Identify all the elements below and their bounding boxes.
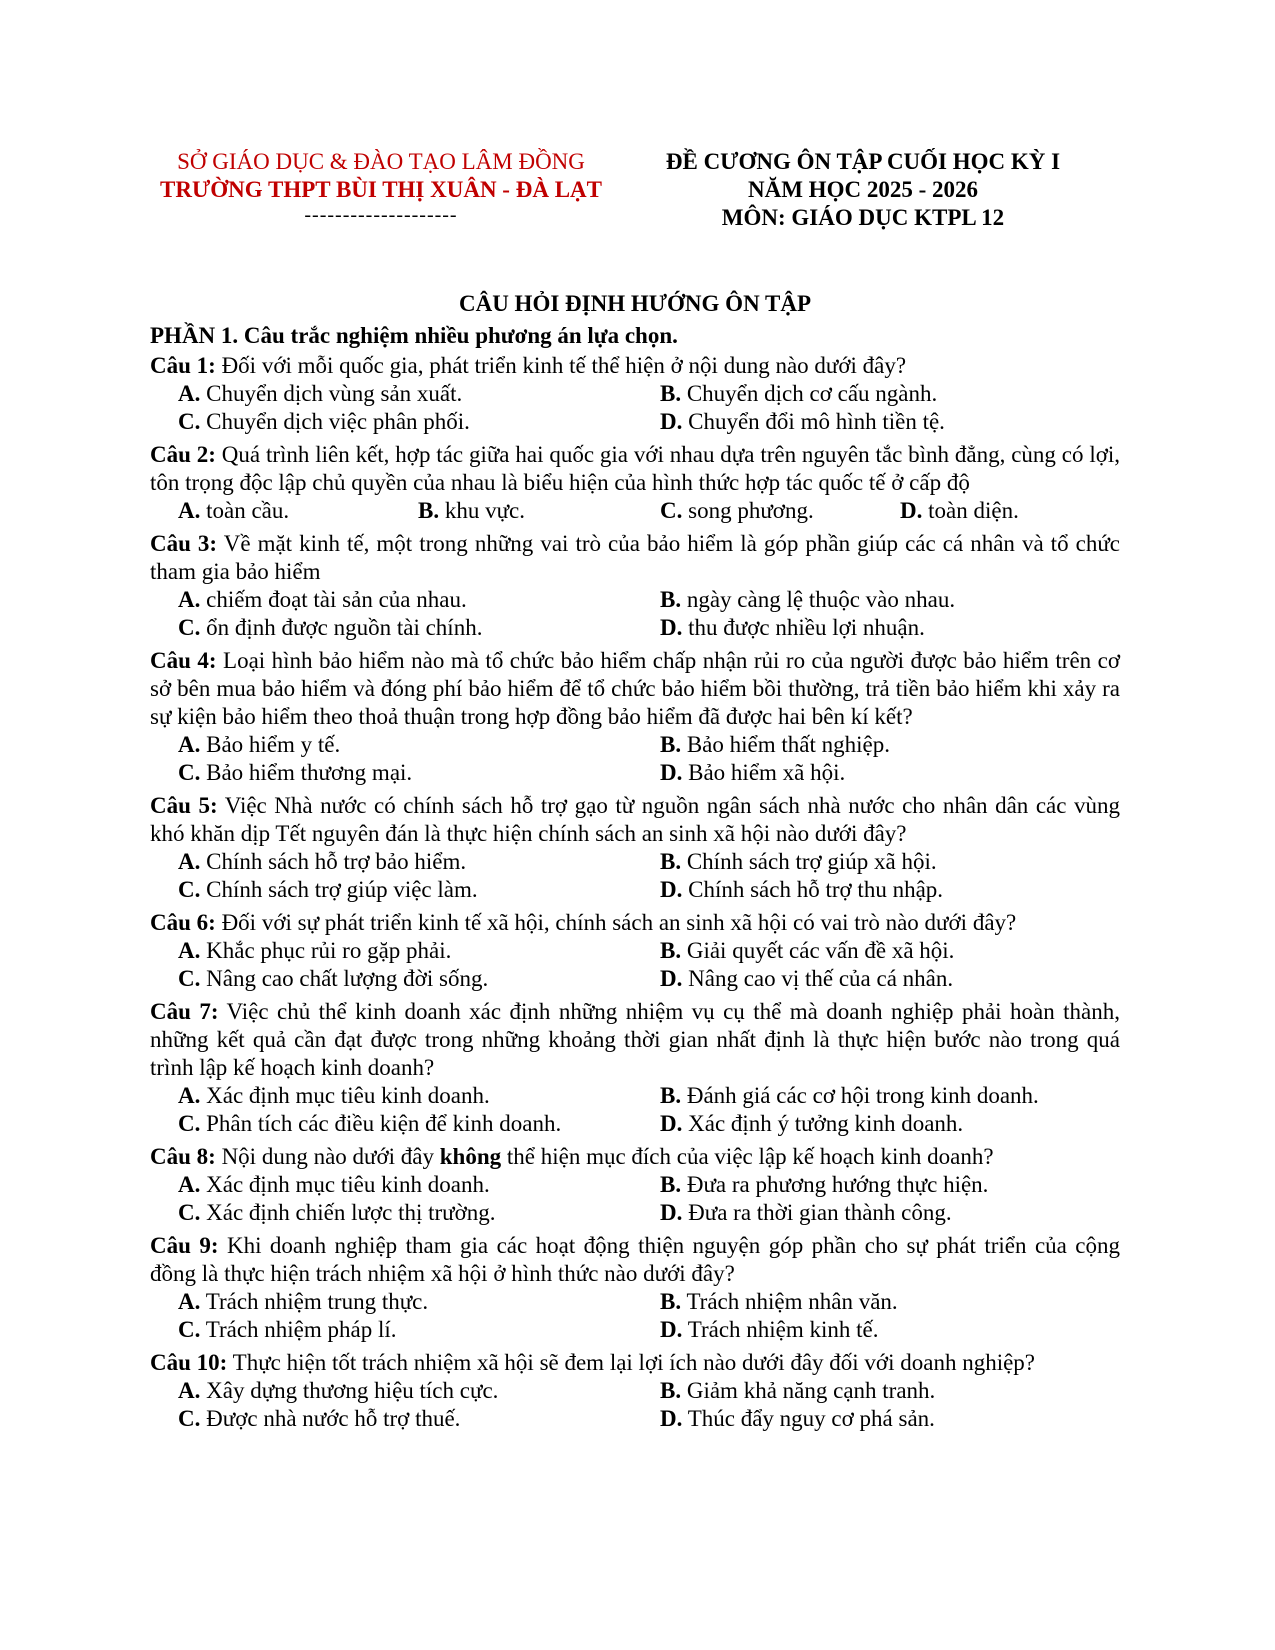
- answer-options: [150, 848, 1120, 904]
- option-key: C.: [178, 966, 201, 991]
- option-text: Giải quyết các vấn đề xã hội.: [686, 938, 955, 963]
- option-text: Xác định ý tưởng kinh doanh.: [688, 1111, 964, 1136]
- option-key: A.: [178, 732, 201, 757]
- option-text: toàn diện.: [928, 498, 1019, 523]
- question-label: Câu 7:: [150, 999, 219, 1024]
- option-c: [178, 965, 660, 993]
- option-key: C.: [660, 498, 683, 523]
- option-d: [900, 497, 1120, 525]
- question-stem: Đối với mỗi quốc gia, phát triển kinh tế thể hiện ở nội dung nào dưới đây?: [221, 353, 907, 378]
- question-label: Câu 8:: [150, 1144, 216, 1169]
- option-a: [178, 937, 660, 965]
- option-text: Trách nhiệm nhân văn.: [686, 1289, 898, 1314]
- option-text: thu được nhiều lợi nhuận.: [688, 615, 925, 640]
- option-b: [660, 586, 1148, 614]
- option-c: [178, 759, 660, 787]
- option-c: [178, 408, 660, 436]
- question-text: [150, 647, 1120, 731]
- option-key: A.: [178, 1083, 201, 1108]
- question-stem: Khi doanh nghiệp tham gia các hoạt động thiện nguyện góp phần cho sự phát triển của cộng đồng là thực hiện trách nhiệm xã hội ở hình thức nào dưới đây?: [150, 1233, 1121, 1286]
- question: [150, 530, 1120, 642]
- option-key: C.: [178, 1406, 201, 1431]
- option-text: Chuyển dịch cơ cấu ngành.: [686, 381, 938, 406]
- question: [150, 909, 1120, 993]
- option-text: Chính sách hỗ trợ thu nhập.: [688, 877, 944, 902]
- option-b: [660, 1082, 1148, 1110]
- option-b: [660, 848, 1148, 876]
- option-text: khu vực.: [444, 498, 526, 523]
- option-text: Đánh giá các cơ hội trong kinh doanh.: [686, 1083, 1039, 1108]
- option-key: B.: [660, 938, 682, 963]
- question-stem: Về mặt kinh tế, một trong những vai trò của bảo hiểm là góp phần giúp các cá nhân và tổ chức tham gia bảo hiểm: [150, 531, 1120, 584]
- document-body: [150, 290, 1120, 1438]
- option-key: B.: [660, 1083, 682, 1108]
- option-key: B.: [418, 498, 440, 523]
- option-key: D.: [660, 966, 683, 991]
- exam-title: ĐỀ CƯƠNG ÔN TẬP CUỐI HỌC KỲ I: [665, 149, 1061, 174]
- option-text: Xác định mục tiêu kinh doanh.: [206, 1083, 490, 1108]
- option-key: A.: [178, 587, 201, 612]
- option-a: [178, 1082, 660, 1110]
- option-a: [178, 731, 660, 759]
- option-key: A.: [178, 498, 201, 523]
- option-key: B.: [660, 849, 682, 874]
- option-text: Chính sách trợ giúp xã hội.: [686, 849, 937, 874]
- question-text: [150, 1232, 1120, 1288]
- option-key: B.: [660, 587, 682, 612]
- option-key: B.: [660, 1378, 682, 1403]
- question-label: Câu 2:: [150, 442, 216, 467]
- option-key: D.: [660, 1200, 683, 1225]
- option-text: Chuyển dịch việc phân phối.: [206, 409, 470, 434]
- option-d: [660, 1405, 1148, 1433]
- question-text: [150, 1349, 1120, 1377]
- option-key: D.: [660, 409, 683, 434]
- subject-name: MÔN: GIÁO DỤC KTPL 12: [721, 205, 1005, 230]
- question-label: Câu 6:: [150, 910, 216, 935]
- option-text: Bảo hiểm y tế.: [206, 732, 341, 757]
- question-text: [150, 1143, 1120, 1171]
- answer-options: [150, 731, 1120, 787]
- answer-options: [150, 937, 1120, 993]
- option-d: [660, 408, 1148, 436]
- option-key: D.: [900, 498, 923, 523]
- question-text: [150, 909, 1120, 937]
- question-label: Câu 3:: [150, 531, 218, 556]
- option-text: Thúc đẩy nguy cơ phá sản.: [687, 1406, 935, 1431]
- question-text: [150, 352, 1120, 380]
- question-stem: Đối với sự phát triển kinh tế xã hội, chính sách an sinh xã hội có vai trò nào dưới đây?: [221, 910, 1017, 935]
- option-key: C.: [178, 877, 201, 902]
- option-d: [660, 759, 1148, 787]
- school-year: NĂM HỌC 2025 - 2026: [748, 177, 978, 202]
- question: [150, 647, 1120, 787]
- option-text: Xác định chiến lược thị trường.: [206, 1200, 496, 1225]
- option-text: Bảo hiểm xã hội.: [688, 760, 846, 785]
- option-text: Trách nhiệm pháp lí.: [205, 1317, 397, 1342]
- option-a: [178, 848, 660, 876]
- option-text: song phương.: [688, 498, 814, 523]
- question: [150, 441, 1120, 525]
- answer-options: [150, 1082, 1120, 1138]
- option-c: [178, 1110, 660, 1138]
- option-key: B.: [660, 732, 682, 757]
- option-key: B.: [660, 1172, 682, 1197]
- option-key: D.: [660, 1317, 683, 1342]
- option-key: D.: [660, 615, 683, 640]
- option-c: [660, 497, 900, 525]
- option-key: C.: [178, 615, 201, 640]
- option-text: Chính sách trợ giúp việc làm.: [206, 877, 478, 902]
- option-b: [660, 1377, 1148, 1405]
- department-name: SỞ GIÁO DỤC & ĐÀO TẠO LÂM ĐỒNG: [177, 149, 585, 174]
- school-name: TRƯỜNG THPT BÙI THỊ XUÂN - ĐÀ LẠT: [160, 177, 602, 202]
- option-key: C.: [178, 1317, 201, 1342]
- question-stem: Việc chủ thể kinh doanh xác định những nhiệm vụ cụ thể mà doanh nghiệp phải hoàn thành, những kết quả cần đạt được trong những khoảng thời gian nhất định là thực hiện bước nào trong quá trình lập kế hoạch kinh doanh?: [150, 999, 1120, 1080]
- option-text: Trách nhiệm trung thực.: [205, 1289, 429, 1314]
- question-text: [150, 792, 1120, 848]
- option-a: [178, 1377, 660, 1405]
- question-stem: Việc Nhà nước có chính sách hỗ trợ gạo từ nguồn ngân sách nhà nước cho nhân dân các vùng khó khăn dịp Tết nguyên đán là thực hiện chính sách an sinh xã hội nào dưới đây?: [150, 793, 1120, 846]
- section-title: CÂU HỎI ĐỊNH HƯỚNG ÔN TẬP: [458, 291, 812, 316]
- option-key: A.: [178, 1378, 201, 1403]
- question-stem: Thực hiện tốt trách nhiệm xã hội sẽ đem lại lợi ích nào dưới đây đối với doanh nghiệp?: [232, 1350, 1035, 1375]
- option-text: Nâng cao chất lượng đời sống.: [206, 966, 489, 991]
- question: [150, 352, 1120, 436]
- question-label: Câu 5:: [150, 793, 218, 818]
- option-text: Chính sách hỗ trợ bảo hiểm.: [206, 849, 467, 874]
- option-key: C.: [178, 409, 201, 434]
- option-c: [178, 1199, 660, 1227]
- option-text: Giảm khả năng cạnh tranh.: [686, 1378, 936, 1403]
- option-text: Phân tích các điều kiện để kinh doanh.: [206, 1111, 562, 1136]
- option-b: [418, 497, 660, 525]
- option-a: [178, 1171, 660, 1199]
- option-d: [660, 965, 1148, 993]
- option-key: B.: [660, 1289, 682, 1314]
- option-d: [660, 1199, 1148, 1227]
- option-key: C.: [178, 760, 201, 785]
- question: [150, 792, 1120, 904]
- question-label: Câu 1:: [150, 353, 216, 378]
- part-heading: PHẦN 1. Câu trắc nghiệm nhiều phương án lựa chọn.: [150, 323, 678, 348]
- option-a: [178, 380, 660, 408]
- option-text: Xác định mục tiêu kinh doanh.: [206, 1172, 490, 1197]
- option-text: ngày càng lệ thuộc vào nhau.: [686, 587, 956, 612]
- header-separator: --------------------: [304, 204, 458, 226]
- answer-options: [150, 1171, 1120, 1227]
- question: [150, 998, 1120, 1138]
- question-stem: Nội dung nào dưới đây: [221, 1144, 440, 1169]
- option-key: D.: [660, 1406, 683, 1431]
- option-c: [178, 1316, 660, 1344]
- option-text: chiếm đoạt tài sản của nhau.: [206, 587, 467, 612]
- option-text: Khắc phục rủi ro gặp phải.: [206, 938, 452, 963]
- option-text: toàn cầu.: [206, 498, 290, 523]
- option-a: [178, 586, 660, 614]
- question: [150, 1349, 1120, 1433]
- option-key: D.: [660, 760, 683, 785]
- question-label: Câu 9:: [150, 1233, 219, 1258]
- option-a: [178, 1288, 660, 1316]
- question: [150, 1143, 1120, 1227]
- question: [150, 1232, 1120, 1344]
- answer-options: [150, 1288, 1120, 1344]
- option-key: D.: [660, 877, 683, 902]
- option-key: C.: [178, 1200, 201, 1225]
- question-stem: Quá trình liên kết, hợp tác giữa hai quốc gia với nhau dựa trên nguyên tắc bình đẳng, cùng có lợi, tôn trọng độc lập chủ quyền của nhau là biểu hiện của hình thức hợp tác quốc tế ở cấp độ: [150, 442, 1121, 495]
- option-b: [660, 731, 1148, 759]
- option-text: Bảo hiểm thương mại.: [206, 760, 413, 785]
- option-c: [178, 614, 660, 642]
- option-key: A.: [178, 849, 201, 874]
- option-text: Bảo hiểm thất nghiệp.: [686, 732, 890, 757]
- option-text: Đưa ra phương hướng thực hiện.: [686, 1172, 989, 1197]
- option-text: Nâng cao vị thế của cá nhân.: [688, 966, 954, 991]
- question-text: [150, 530, 1120, 586]
- option-key: A.: [178, 1289, 201, 1314]
- answer-options: [150, 497, 1120, 525]
- question-label: Câu 10:: [150, 1350, 228, 1375]
- option-text: Chuyển đổi mô hình tiền tệ.: [688, 409, 945, 434]
- answer-options: [150, 586, 1120, 642]
- option-c: [178, 876, 660, 904]
- emphasis-word: không: [439, 1144, 502, 1169]
- question-text: [150, 998, 1120, 1082]
- option-key: D.: [660, 1111, 683, 1136]
- option-key: A.: [178, 1172, 201, 1197]
- option-b: [660, 380, 1148, 408]
- option-text: Được nhà nước hỗ trợ thuế.: [206, 1406, 461, 1431]
- answer-options: [150, 380, 1120, 436]
- option-d: [660, 1110, 1148, 1138]
- question-text: [150, 441, 1120, 497]
- exam-header: [628, 148, 1098, 232]
- question-stem: Loại hình bảo hiểm nào mà tổ chức bảo hiểm chấp nhận rủi ro của người được bảo hiểm trên cơ sở bên mua bảo hiểm và đóng phí bảo hiểm để tổ chức bảo hiểm bồi thường, trả tiền bảo hiểm khi xảy ra sự kiện bảo hiểm theo thoả thuận trong hợp đồng bảo hiểm đã được hai bên kí kết?: [150, 648, 1121, 729]
- option-d: [660, 876, 1148, 904]
- option-b: [660, 1171, 1148, 1199]
- option-text: Đưa ra thời gian thành công.: [688, 1200, 952, 1225]
- option-b: [660, 1288, 1148, 1316]
- option-text: Xây dựng thương hiệu tích cực.: [206, 1378, 499, 1403]
- option-key: A.: [178, 381, 201, 406]
- option-d: [660, 1316, 1148, 1344]
- option-text: Trách nhiệm kinh tế.: [687, 1317, 879, 1342]
- question-label: Câu 4:: [150, 648, 217, 673]
- option-key: B.: [660, 381, 682, 406]
- option-key: A.: [178, 938, 201, 963]
- option-a: [178, 497, 418, 525]
- option-text: ổn định được nguồn tài chính.: [206, 615, 483, 640]
- school-header: [146, 148, 616, 226]
- option-c: [178, 1405, 660, 1433]
- option-key: C.: [178, 1111, 201, 1136]
- question-stem-end: thể hiện mục đích của việc lập kế hoạch kinh doanh?: [501, 1144, 994, 1169]
- option-text: Chuyển dịch vùng sản xuất.: [206, 381, 463, 406]
- answer-options: [150, 1377, 1120, 1433]
- option-d: [660, 614, 1148, 642]
- option-b: [660, 937, 1148, 965]
